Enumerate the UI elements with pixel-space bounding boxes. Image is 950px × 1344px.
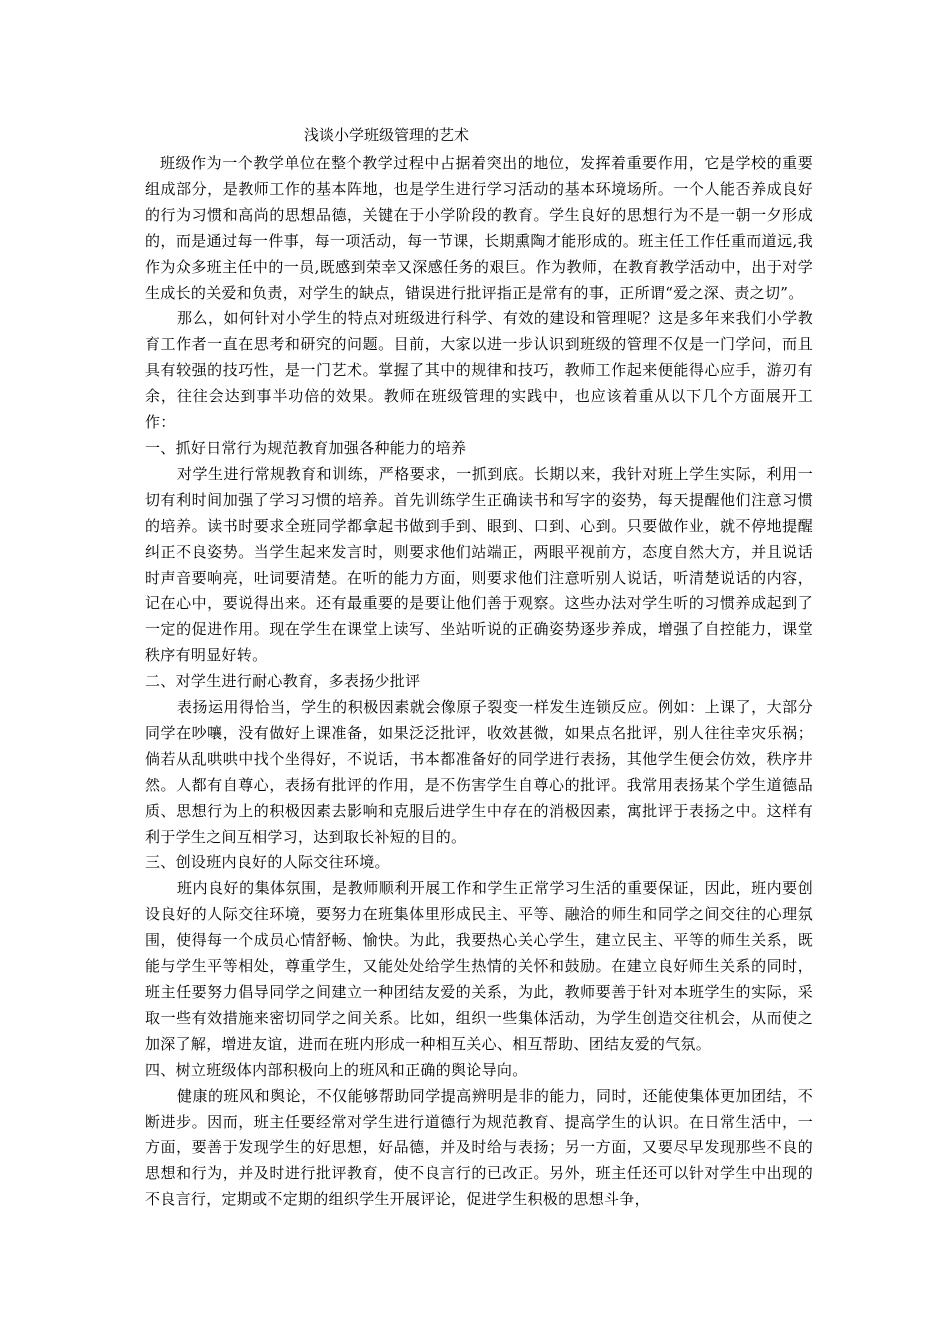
intro-paragraph-1: 班级作为一个教学单位在整个教学过程中占据着突出的地位，发挥着重要作用，它是学校的重要组成部分，是教师工作的基本阵地，也是学生进行学习活动的基本环境场所。一个人能否养成良好的行为习惯和高尚的思想品德，关键在于小学阶段的教育。学生良好的思想行为不是一朝一夕形成的，而是通过每一件事，每一项活动，每一节课，长期熏陶才能形成的。班主任工作任重而道远,我作为众多班主任中的一员,既感到荣幸又深感任务的艰巨。作为教师，在教育教学活动中，出于对学生成长的关爱和负责，对学生的缺点，错误进行批评指正是常有的事，正所谓“爱之深、责之切”。 [145,154,813,302]
section-body-2: 表扬运用得恰当，学生的积极因素就会像原子裂变一样发生连锁反应。例如：上课了，大部分同学在吵嚷，没有做好上课准备，如果泛泛批评，收效甚微，如果点名批评，别人往往幸灾乐祸；倘若从乱哄哄中找个坐得好，不说话，书本都准备好的同学进行表扬，其他学生便会仿效，秩序井然。人都有自尊心，表扬有批评的作用，是不伤害学生自尊心的批评。我常用表扬某个学生道德品质、思想行为上的积极因素去影响和克服后进学生中存在的消极因素，寓批评于表扬之中。这样有利于学生之间互相学习，达到取长补短的目的。 [145,698,813,846]
section-body-3: 班内良好的集体氛围，是教师顺利开展工作和学生正常学习生活的重要保证，因此，班内要创设良好的人际交往环境，要努力在班集体里形成民主、平等、融洽的师生和同学之间交往的心理氛围，使得每一个成员心情舒畅、愉快。为此，我要热心关心学生，建立民主、平等的师生关系，既能与学生平等相处，尊重学生，又能处处给学生热情的关怀和鼓励。在建立良好师生关系的同时，班主任要努力倡导同学之间建立一种团结友爱的关系，为此，教师要善于针对本班学生的实际，采取一些有效措施来密切同学之间关系。比如，组织一些集体活动，为学生创造交往机会，从而使之加深了解，增进友谊，进而在班内形成一种相互关心、相互帮助、团结友爱的气氛。 [145,879,813,1053]
document-body [145,151,813,1213]
section-heading-4: 四、树立班级体内部积极向上的班风和正确的舆论导向。 [145,1060,528,1079]
section-heading-2: 二、对学生进行耐心教育，多表扬少批评 [145,672,421,691]
section-heading-1: 一、抓好日常行为规范教育加强各种能力的培养 [145,438,467,457]
intro-paragraph-2: 那么，如何针对小学生的特点对班级进行科学、有效的建设和管理呢？这是多年来我们小学教育工作者一直在思考和研究的问题。目前，大家以进一步认识到班级的管理不仅是一门学问，而且具有较强的技巧性，是一门艺术。掌握了其中的规律和技巧，教师工作起来便能得心应手，游刃有余，往往会达到事半功倍的效果。教师在班级管理的实践中，也应该着重从以下几个方面展开工作： [145,309,813,432]
document-title: 浅谈小学班级管理的艺术 [304,126,470,144]
section-heading-3: 三、创设班内良好的人际交往环境。 [145,853,390,872]
section-body-1: 对学生进行常规教育和训练，严格要求，一抓到底。长期以来，我针对班上学生实际，利用一切有利时间加强了学习习惯的培养。首先训练学生正确读书和写字的姿势，每天提醒他们注意习惯的培养。读书时要求全班同学都拿起书做到手到、眼到、口到、心到。只要做作业，就不停地提醒纠正不良姿势。当学生起来发言时，则要求他们站端正，两眼平视前方，态度自然大方，并且说话时声音要响亮，吐词要清楚。在听的能力方面，则要求他们注意听别人说话，听清楚说话的内容，记在心中，要说得出来。还有最重要的是要让他们善于观察。这些办法对学生听的习惯养成起到了一定的促进作用。现在学生在课堂上读写、坐站听说的正确姿势逐步养成，增强了自控能力，课堂秩序有明显好转。 [145,464,813,665]
section-body-4: 健康的班风和舆论，不仅能够帮助同学提高辨明是非的能力，同时，还能使集体更加团结，不断进步。因而，班主任要经常对学生进行道德行为规范教育、提高学生的认识。在日常生活中，一方面，要善于发现学生的好思想，好品德，并及时给与表扬；另一方面，又要尽早发现那些不良的思想和行为，并及时进行批评教育，使不良言行的已改正。另外，班主任还可以针对学生中出现的不良言行，定期或不定期的组织学生开展评论，促进学生积极的思想斗争， [145,1086,813,1209]
